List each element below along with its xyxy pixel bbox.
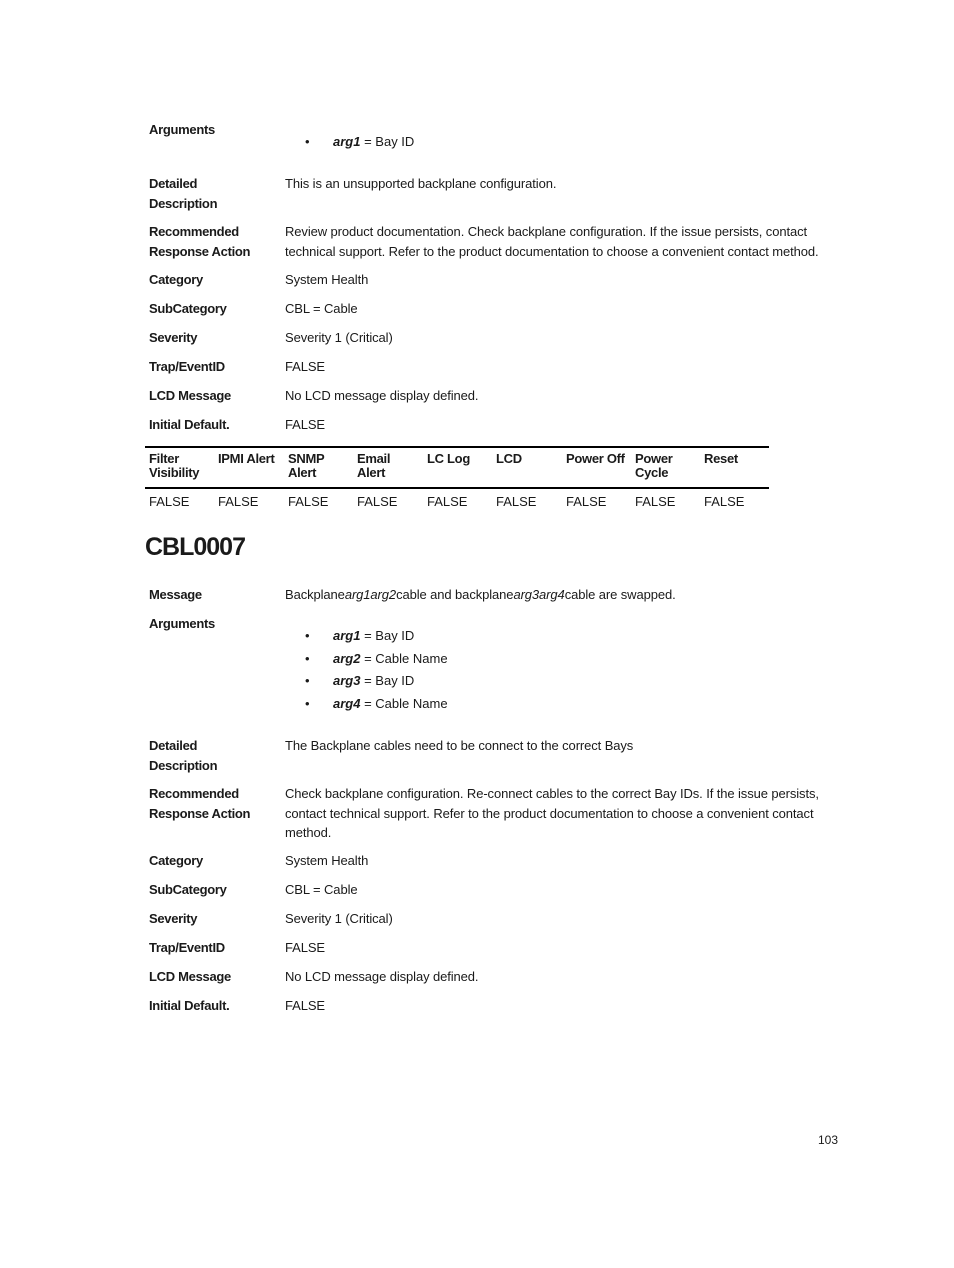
argument-value: Bay ID bbox=[375, 134, 415, 149]
header-line: Power bbox=[635, 451, 673, 466]
bullet-icon: • bbox=[305, 628, 310, 643]
arguments-list bbox=[305, 625, 448, 715]
header-line: SNMP bbox=[288, 451, 325, 466]
argument-item: • arg2 = Cable Name bbox=[305, 648, 448, 671]
argument-item: • arg4 = Cable Name bbox=[305, 693, 448, 716]
detailed-description-label bbox=[149, 736, 279, 775]
table-header-cell bbox=[288, 452, 354, 480]
severity-value: Severity 1 (Critical) bbox=[285, 330, 393, 345]
subcategory-label: SubCategory bbox=[149, 882, 227, 897]
label-line: Description bbox=[149, 757, 218, 773]
subcategory-label: SubCategory bbox=[149, 301, 227, 316]
category-label: Category bbox=[149, 853, 203, 868]
argument-value: Cable Name bbox=[375, 650, 448, 666]
message-text: Backplane bbox=[285, 587, 345, 602]
trap-label: Trap/EventID bbox=[149, 940, 225, 955]
label-line: Response Action bbox=[149, 243, 251, 259]
message-arg: arg1arg2 bbox=[344, 587, 397, 602]
trap-value: FALSE bbox=[285, 940, 325, 955]
detailed-description-value: This is an unsupported backplane configuration. bbox=[285, 176, 557, 191]
bullet-icon: • bbox=[305, 650, 310, 666]
recommended-action-label bbox=[149, 784, 279, 823]
table-cell: FALSE bbox=[288, 494, 329, 509]
subcategory-value: CBL = Cable bbox=[285, 301, 358, 316]
table-header-cell bbox=[566, 452, 632, 466]
table-header-cell bbox=[427, 452, 493, 466]
category-value: System Health bbox=[285, 853, 369, 868]
header-line: LC Log bbox=[427, 451, 470, 466]
lcd-message-value: No LCD message display defined. bbox=[285, 969, 479, 984]
severity-label: Severity bbox=[149, 330, 198, 345]
recommended-action-label bbox=[149, 222, 279, 261]
table-header-cell bbox=[496, 452, 562, 466]
initial-default-value: FALSE bbox=[285, 998, 325, 1013]
label-line: Recommended bbox=[149, 786, 239, 801]
arguments-label: Arguments bbox=[149, 616, 215, 631]
table-cell: FALSE bbox=[357, 494, 398, 509]
severity-label: Severity bbox=[149, 911, 198, 926]
table-header-cell bbox=[149, 452, 215, 480]
filter-table-header bbox=[145, 446, 769, 489]
table-cell: FALSE bbox=[704, 494, 745, 509]
table-cell: FALSE bbox=[218, 494, 259, 509]
initial-default-label: Initial Default. bbox=[149, 417, 230, 432]
table-header-cell bbox=[218, 452, 284, 466]
initial-default-value: FALSE bbox=[285, 417, 325, 432]
label-line: Response Action bbox=[149, 805, 251, 821]
argument-name: arg1 bbox=[333, 134, 361, 149]
recommended-action-value: Review product documentation. Check backplane configuration. If the issue persists, contact technical support. Refer to the product documentation to choose a convenient contact method. bbox=[285, 224, 819, 259]
message-label: Message bbox=[149, 587, 202, 602]
table-cell: FALSE bbox=[149, 494, 190, 509]
header-line: Filter bbox=[149, 451, 179, 466]
table-cell: FALSE bbox=[566, 494, 607, 509]
subcategory-value: CBL = Cable bbox=[285, 882, 358, 897]
initial-default-label: Initial Default. bbox=[149, 998, 230, 1013]
bullet-icon: • bbox=[305, 673, 310, 688]
argument-name: arg3 bbox=[333, 673, 361, 688]
lcd-message-label: LCD Message bbox=[149, 388, 231, 403]
label-line: Detailed bbox=[149, 738, 198, 753]
label-line: Recommended bbox=[149, 224, 239, 239]
header-line: LCD bbox=[496, 451, 522, 466]
argument-value: Bay ID bbox=[375, 673, 415, 688]
section-title: CBL0007 bbox=[145, 533, 245, 561]
message-arg: arg3arg4 bbox=[513, 587, 565, 602]
header-line: Cycle bbox=[635, 465, 669, 480]
recommended-action-value: Check backplane configuration. Re-connect cables to the correct Bay IDs. If the issue persists, contact technical support. Refer to the product documentation to choose a convenient contact method. bbox=[285, 786, 819, 840]
message-value bbox=[285, 585, 845, 605]
table-cell: FALSE bbox=[635, 494, 676, 509]
bullet-icon: • bbox=[305, 695, 310, 711]
trap-value: FALSE bbox=[285, 359, 325, 374]
header-line: Visibility bbox=[149, 465, 200, 480]
label-line: Description bbox=[149, 195, 218, 211]
message-text: cable are swapped. bbox=[564, 587, 676, 602]
header-line: Alert bbox=[288, 465, 317, 480]
message-text: cable and backplane bbox=[396, 587, 514, 602]
table-header-cell bbox=[704, 452, 770, 466]
arguments-label: Arguments bbox=[149, 122, 215, 137]
argument-name: arg1 bbox=[333, 628, 361, 643]
table-cell: FALSE bbox=[496, 494, 537, 509]
argument-name: arg2 bbox=[333, 650, 361, 666]
argument-item: • arg1 = Bay ID bbox=[305, 625, 448, 648]
header-line: Power Off bbox=[566, 451, 625, 466]
category-label: Category bbox=[149, 272, 203, 287]
label-line: Detailed bbox=[149, 176, 198, 191]
detailed-description-value: The Backplane cables need to be connect to the correct Bays bbox=[285, 738, 634, 753]
trap-label: Trap/EventID bbox=[149, 359, 225, 374]
lcd-message-value: No LCD message display defined. bbox=[285, 388, 479, 403]
table-header-cell bbox=[635, 452, 701, 480]
table-header-cell bbox=[357, 452, 423, 480]
argument-value: Cable Name bbox=[375, 695, 448, 711]
lcd-message-label: LCD Message bbox=[149, 969, 231, 984]
detailed-description-label bbox=[149, 174, 279, 213]
argument-name: arg4 bbox=[333, 695, 361, 711]
arguments-list bbox=[305, 131, 414, 154]
header-line: Email bbox=[357, 451, 391, 466]
argument-item: • arg3 = Bay ID bbox=[305, 670, 448, 693]
page-number: 103 bbox=[818, 1133, 839, 1147]
argument-value: Bay ID bbox=[375, 628, 415, 643]
table-cell: FALSE bbox=[427, 494, 468, 509]
header-line: Alert bbox=[357, 465, 386, 480]
bullet-icon: • bbox=[305, 134, 310, 149]
header-line: Reset bbox=[704, 451, 738, 466]
severity-value: Severity 1 (Critical) bbox=[285, 911, 393, 926]
header-line: IPMI Alert bbox=[218, 451, 275, 466]
argument-item: • arg1 = Bay ID bbox=[305, 131, 414, 154]
category-value: System Health bbox=[285, 272, 369, 287]
